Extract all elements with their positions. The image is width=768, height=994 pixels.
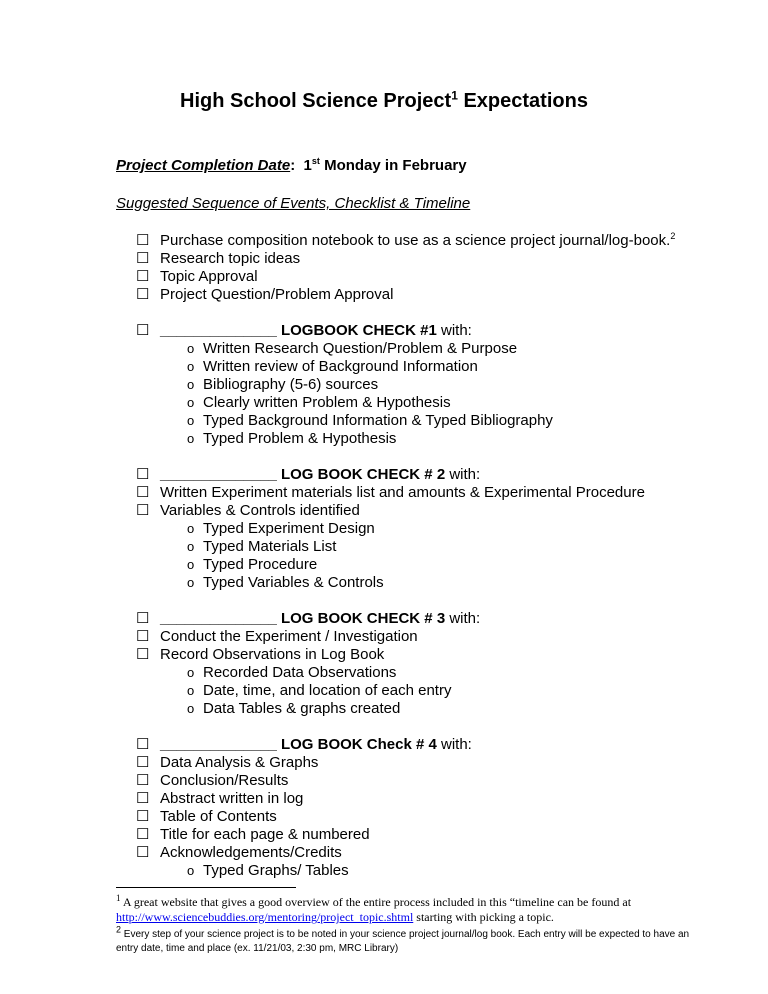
checkbox[interactable]: ☐ xyxy=(136,844,150,861)
checkbox[interactable]: ☐ xyxy=(136,502,150,519)
checkbox[interactable]: ☐ xyxy=(136,466,150,483)
checkbox[interactable]: ☐ xyxy=(136,790,150,807)
checkbox[interactable]: ☐ xyxy=(136,772,150,789)
completion-date: Project Completion Date: 1st Monday in February xyxy=(116,156,467,174)
checkbox[interactable]: ☐ xyxy=(136,610,150,627)
checkbox[interactable]: ☐ xyxy=(136,646,150,663)
footnote-rule xyxy=(116,887,296,888)
sequence-heading: Suggested Sequence of Events, Checklist & Timeline xyxy=(116,195,471,212)
page-title: High School Science Project$^1$ Expectations xyxy=(180,88,588,112)
completion-label: Project Completion Date xyxy=(116,157,291,174)
checkbox[interactable]: ☐ xyxy=(136,250,150,267)
checkbox[interactable]: ☐ xyxy=(136,826,150,843)
sciencebuddies-link[interactable]: http://www.sciencebuddies.org/mentoring/project_topic.shtml xyxy=(116,910,414,924)
checkbox[interactable]: ☐ xyxy=(136,268,150,285)
checkbox[interactable]: ☐ xyxy=(136,232,150,249)
checkbox[interactable]: ☐ xyxy=(136,286,150,303)
document-page: High School Science Project$^1$ Expectations Project Completion Date: 1st Monday in February Suggested Sequence of Events, Checklist & Timeline ☐ Purchase composition notebook to use as a science project journal/log-book.$^2$ ☐ Research topic ideas ☐ Topic Approval ☐ Project Question/Problem Approval ☐ ______________ LOGBOOK CHECK #1 with: o Written Research Question/Problem & Purpose o Written review of Background Information o Bibliography (5-6) sources o Clearly written Problem & Hypothesis o Typed Background Information & Typed Bibliography o Typed Problem & Hypothesis ☐ ______________ LOG BOOK CHECK # 2 with: ☐ Written Experiment materials list and amounts & Experimental Procedure ☐ Variables & Controls identified o Typed Experiment Design o Typed Materials List o Typed Procedure o Typed Variables & Controls ☐ ______________ LOG BOOK CHECK # 3 with: ☐ Conduct the Experiment / Investigation ☐ Record Observations in Log Book o Recorded Data Observations o Date, time, and location of each entry o Data Tables & graphs created ☐ ______________ LOG BOOK Check # 4 with: ☐ Data Analysis & Graphs ☐ Conclusion/Results ☐ Abstract written in log ☐ Table of Contents ☐ Title for each page & numbered ☐ Acknowledgements/Credits o Typed Graphs/ Tables $^1$ A great website that gives a good overview of the entire process included in this “timeline can be found at http://www.sciencebuddies.org/mentoring/project_topic.shtml starting with picking a topic. 2 Every step of your science project is to be noted in your science project journal/log book. Each entry will be expected to have an entry date, time and place (ex. 11/21/03, 2:30 pm, MRC Library) xyxy=(0,0,768,994)
footnote-2: 2 Every step of your science project is to be noted in your science project journal/log book. Each entry will be expected to have an entry date, time and place (ex. 11/21/03, 2:30 pm, MRC Library) xyxy=(116,924,690,954)
checkbox[interactable]: ☐ xyxy=(136,808,150,825)
footnote-1: $^1$ A great website that gives a good overview of the entire process included in this “timeline can be found at http://www.sciencebuddies.org/mentoring/project_topic.shtml starting with picking a topic. xyxy=(116,893,632,924)
checkbox[interactable]: ☐ xyxy=(136,484,150,501)
checkbox[interactable]: ☐ xyxy=(136,628,150,645)
checkbox[interactable]: ☐ xyxy=(136,736,150,753)
checkbox[interactable]: ☐ xyxy=(136,754,150,771)
checkbox[interactable]: ☐ xyxy=(136,322,150,339)
